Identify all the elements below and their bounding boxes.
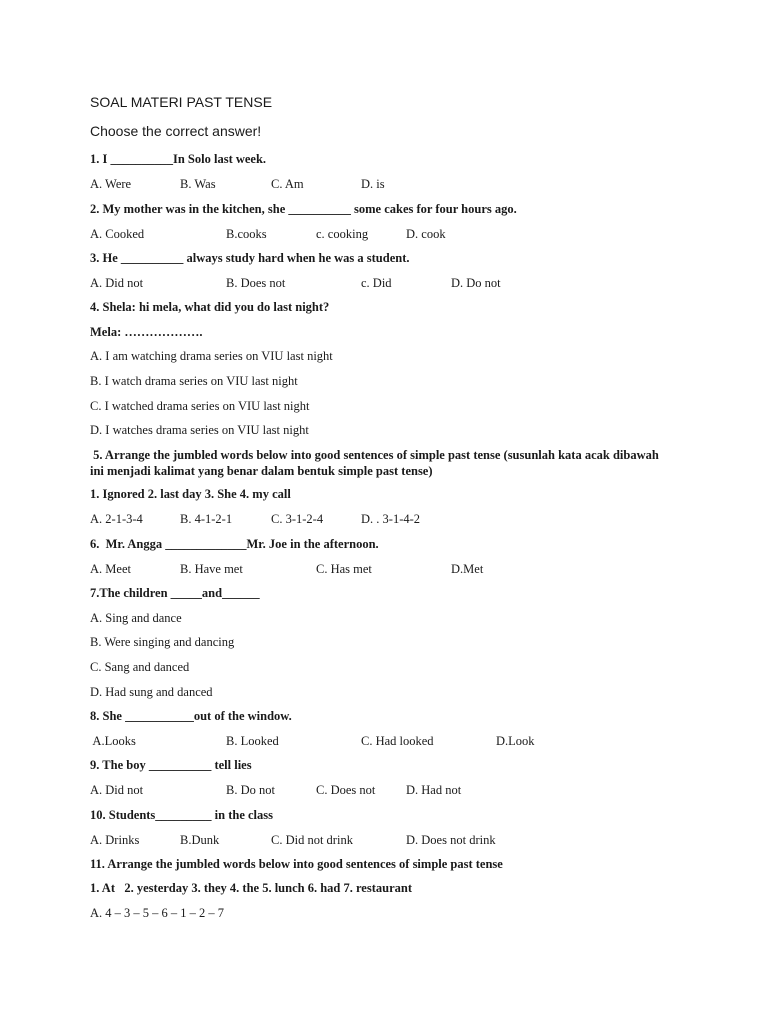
question-5-words: 1. Ignored 2. last day 3. She 4. my call [90, 487, 291, 501]
q5-option-d: D. . 3-1-4-2 [361, 512, 421, 526]
q7-option-c: C. Sang and danced [90, 660, 190, 674]
instruction: Choose the correct answer! [90, 123, 262, 139]
q9-option-d: D. Had not [406, 783, 462, 797]
q8-option-b: B. Looked [226, 734, 279, 748]
q4-option-a: A. I am watching drama series on VIU last night [90, 349, 333, 363]
q11-option-a: A. 4 – 3 – 5 – 6 – 1 – 2 – 7 [90, 906, 225, 920]
q3-option-b: B. Does not [226, 276, 286, 290]
q1-option-c: C. Am [271, 177, 304, 191]
q2-option-d: D. cook [406, 227, 446, 241]
q10-option-d: D. Does not drink [406, 833, 496, 847]
q10-option-c: C. Did not drink [271, 833, 353, 847]
question-4: 4. Shela: hi mela, what did you do last night? [90, 300, 330, 314]
q9-option-b: B. Do not [226, 783, 275, 797]
q8-option-d: D.Look [496, 734, 535, 748]
question-8: 8. She ___________out of the window. [90, 709, 292, 723]
q7-option-a: A. Sing and dance [90, 611, 182, 625]
q5-option-b: B. 4-1-2-1 [180, 512, 233, 526]
q7-option-d: D. Had sung and danced [90, 685, 213, 699]
question-10: 10. Students_________ in the class [90, 808, 274, 822]
question-2: 2. My mother was in the kitchen, she __________ some cakes for four hours ago. [90, 202, 517, 216]
question-7: 7.The children _____and______ [90, 586, 260, 600]
q4-option-c: C. I watched drama series on VIU last night [90, 399, 310, 413]
q6-option-d: D.Met [451, 562, 484, 576]
question-4-reply: Mela: ………………. [90, 325, 203, 339]
q2-option-a: A. Cooked [90, 227, 145, 241]
q9-option-a: A. Did not [90, 783, 144, 797]
q1-option-b: B. Was [180, 177, 216, 191]
q9-option-c: C. Does not [316, 783, 376, 797]
q2-option-c: c. cooking [316, 227, 369, 241]
q8-option-a: A.Looks [90, 734, 136, 748]
q5-option-c: C. 3-1-2-4 [271, 512, 324, 526]
question-5-line-1: 5. Arrange the jumbled words below into good sentences of simple past tense (susunlah kata acak dibawah [90, 448, 659, 462]
question-11-words: 1. At 2. yesterday 3. they 4. the 5. lunch 6. had 7. restaurant [90, 881, 412, 895]
q6-option-b: B. Have met [180, 562, 243, 576]
q8-option-c: C. Had looked [361, 734, 434, 748]
question-9: 9. The boy __________ tell lies [90, 758, 252, 772]
question-6: 6. Mr. Angga _____________Mr. Joe in the afternoon. [90, 537, 379, 551]
q10-option-b: B.Dunk [180, 833, 220, 847]
q6-option-a: A. Meet [90, 562, 131, 576]
q3-option-c: c. Did [361, 276, 392, 290]
question-1: 1. I __________In Solo last week. [90, 152, 267, 166]
q10-option-a: A. Drinks [90, 833, 140, 847]
question-11: 11. Arrange the jumbled words below into good sentences of simple past tense [90, 857, 503, 871]
q7-option-b: B. Were singing and dancing [90, 635, 235, 649]
question-5-line-2: ini menjadi kalimat yang benar dalam bentuk simple past tense) [90, 464, 433, 478]
q6-option-c: C. Has met [316, 562, 372, 576]
question-3: 3. He __________ always study hard when he was a student. [90, 251, 410, 265]
q2-option-b: B.cooks [226, 227, 267, 241]
q3-option-a: A. Did not [90, 276, 144, 290]
page-title: SOAL MATERI PAST TENSE [90, 94, 273, 110]
q1-option-d: D. is [361, 177, 385, 191]
q4-option-b: B. I watch drama series on VIU last night [90, 374, 298, 388]
q3-option-d: D. Do not [451, 276, 501, 290]
q5-option-a: A. 2-1-3-4 [90, 512, 143, 526]
q1-option-a: A. Were [90, 177, 132, 191]
q4-option-d: D. I watches drama series on VIU last night [90, 423, 309, 437]
